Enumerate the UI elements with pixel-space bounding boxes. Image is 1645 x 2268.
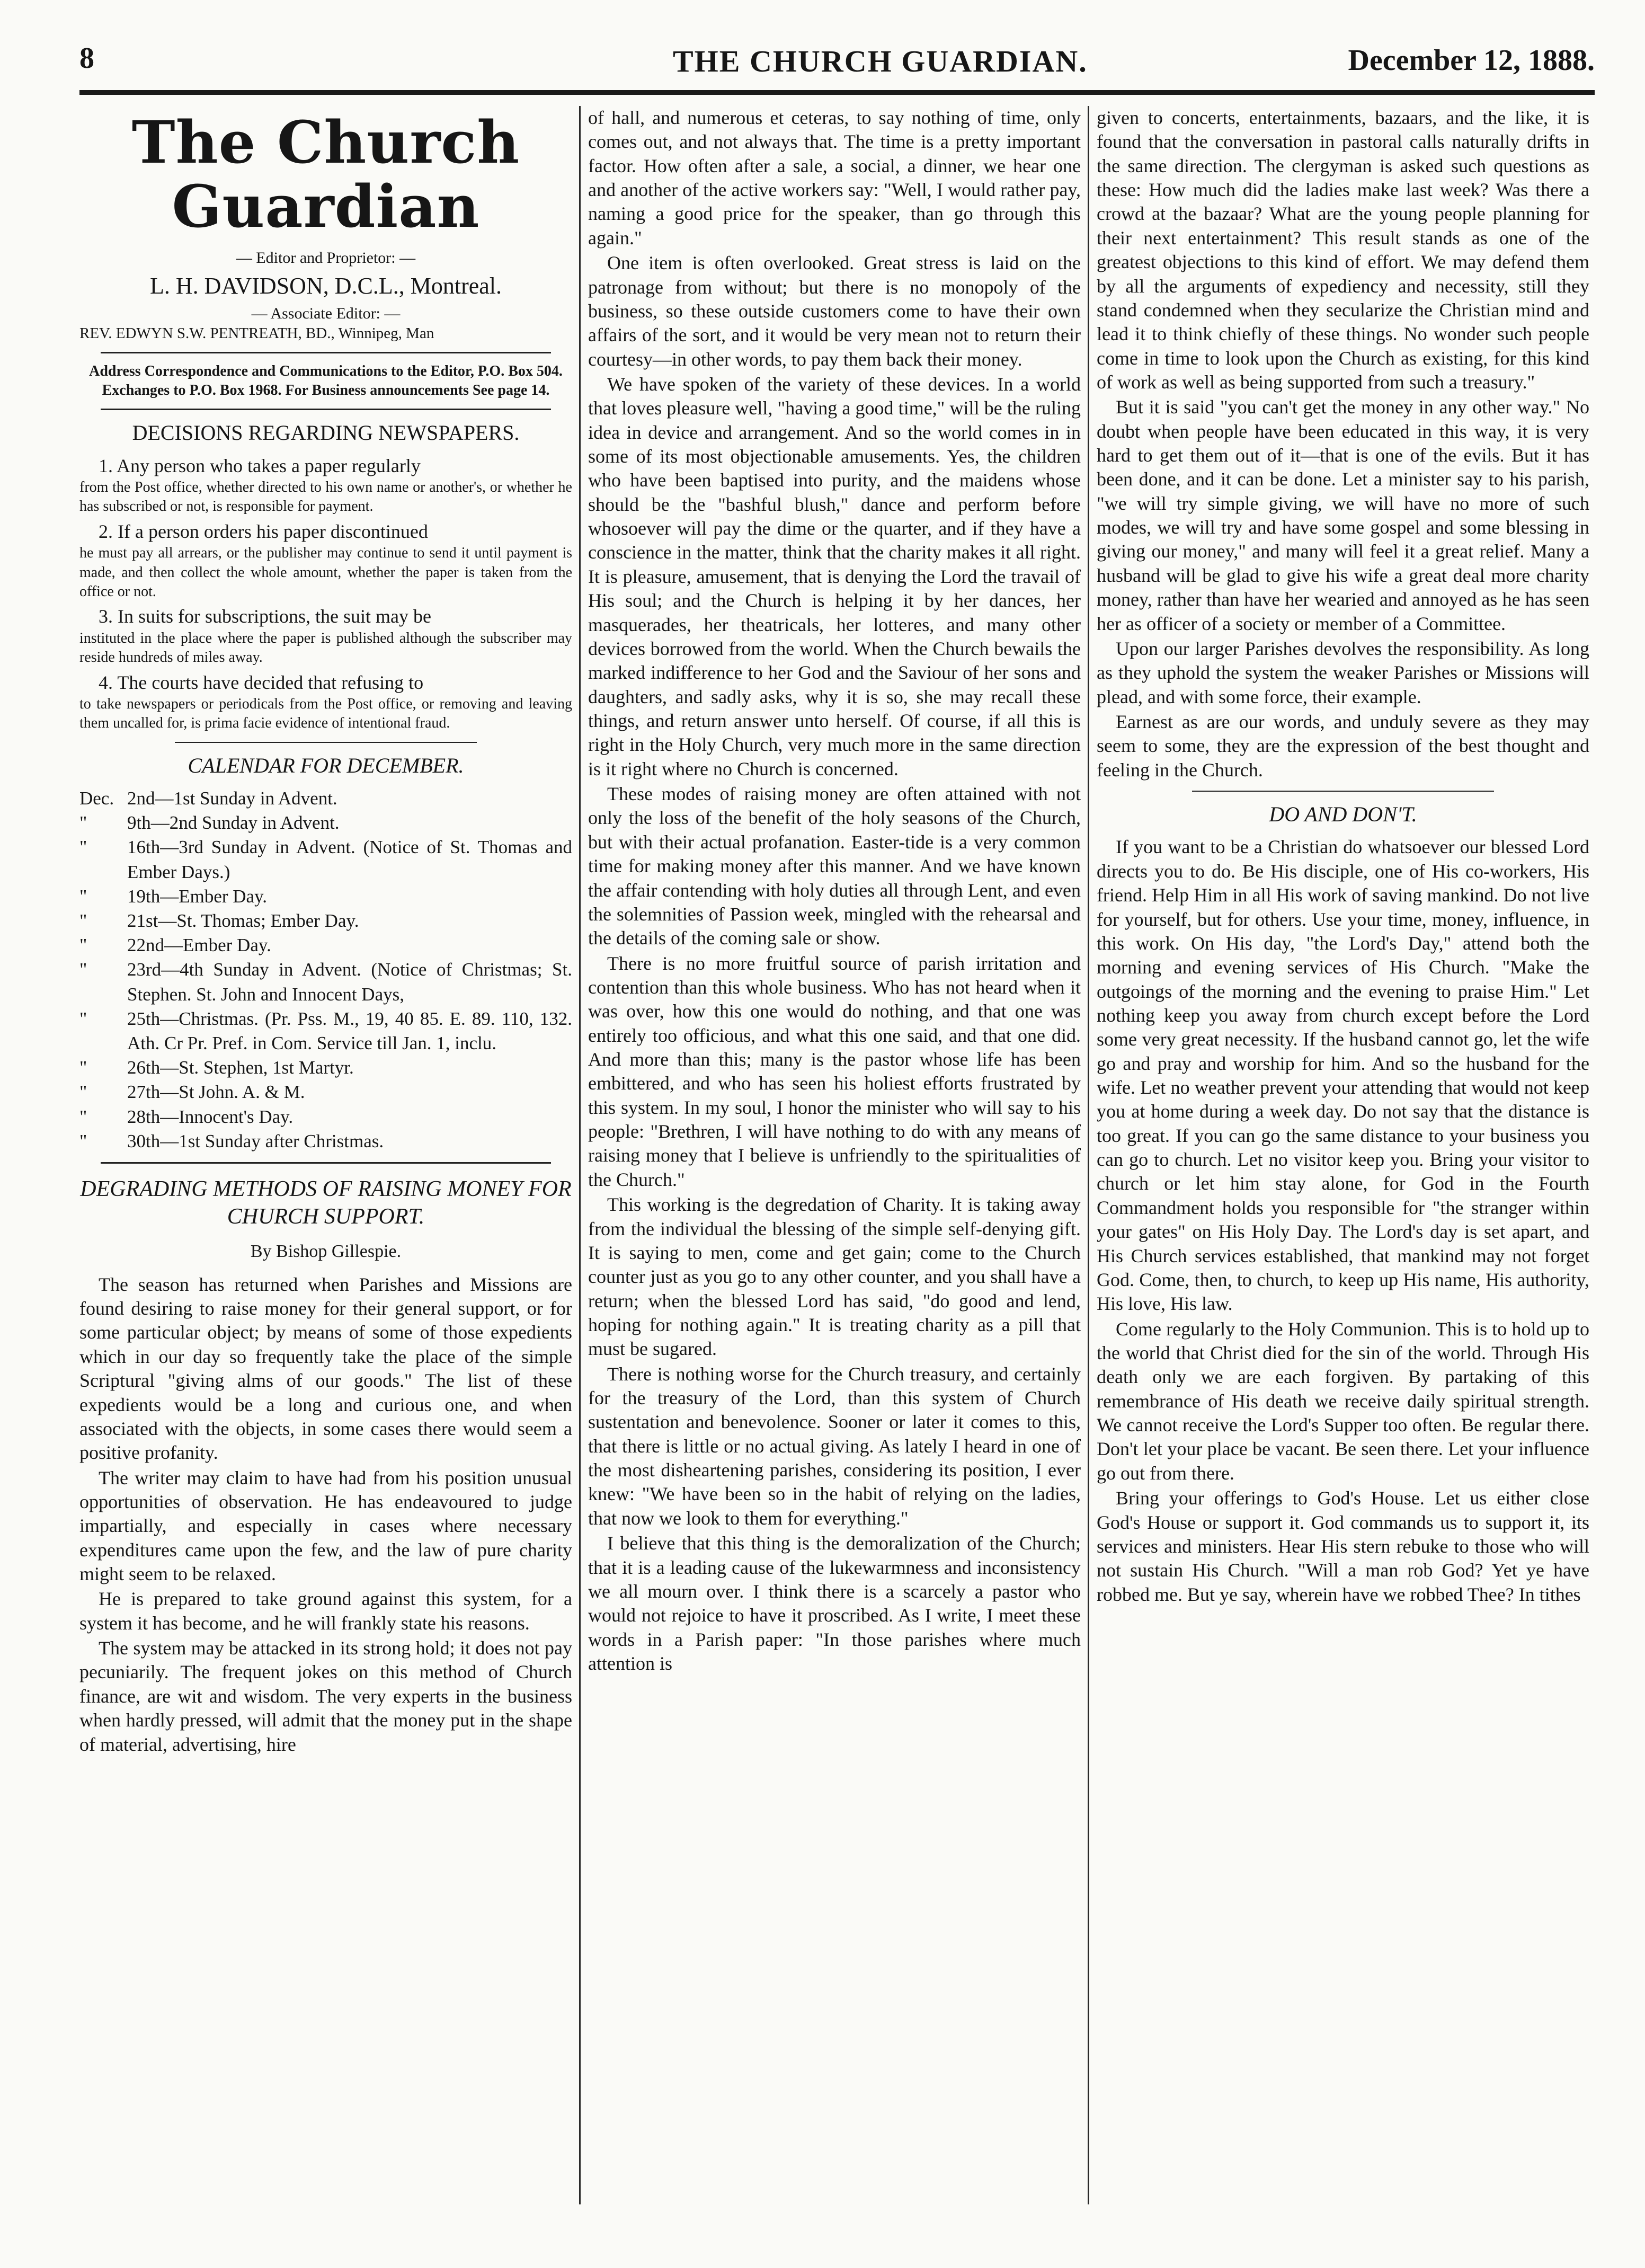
calendar-row-text: 30th—1st Sunday after Christmas. xyxy=(127,1130,384,1151)
calendar-row xyxy=(79,835,572,884)
page-header xyxy=(79,41,1595,89)
article-paragraph: But it is said "you can't get the money in any other way." No doubt when people have been educated in this way, it is very hard to get them out of it—that is one of the evils. But it has been done, and it can be done. Let a minister say to his parish, "we will try simple giving, we will have no more of such modes, we will try and have some gospel and some blessing in giving our money," and many will feel it a great relief. Many a husband will be glad to give his wife a great deal more charity money, rather than have her wearied and annoyed as he has seen her as officer of a society or member of a Committee. xyxy=(1097,396,1589,634)
editor-label: — Editor and Proprietor: — xyxy=(236,249,416,267)
calendar-row-label: " xyxy=(79,812,87,834)
decision-note: from the Post office, whether directed to his own name or another's, or whether he has subscribed or not, is responsible for payment. xyxy=(79,479,572,515)
running-title: THE CHURCH GUARDIAN. xyxy=(673,44,1088,78)
calendar-row-text: 27th—St John. A. & M. xyxy=(127,1082,305,1103)
article-paragraph: These modes of raising money are often attained with not only the loss of the benefit of the holy seasons of the Church, but with their actual profanation. Easter-tide is a very common time for making money after this manner. And we have known the affair contending with holy duties all through Lent, and even the solemnities of Passion week, mingled with the rehearsal and the details of the coming sale or show. xyxy=(588,783,1081,949)
page-number: 8 xyxy=(79,42,94,75)
do-and-dont-paragraph: Come regularly to the Holy Communion. This is to hold up to the world that Christ died for the sin of the world. Through His death only we are each forgiven. By partaking of this remembrance of His death we receive daily spiritual strength. We cannot receive the Lord's Supper too often. Be regular there. Don't let your place be vacant. Be seen there. Let your influence go out from there. xyxy=(1097,1318,1589,1484)
article-byline: By Bishop Gillespie. xyxy=(250,1241,402,1261)
divider xyxy=(101,352,551,353)
column-2 xyxy=(588,106,1081,2204)
calendar-row xyxy=(79,884,572,909)
article-paragraph: There is nothing worse for the Church treasury, and certainly for the treasury of the Lord, than this system of Church sustentation and benevolence. Sooner or later it comes to this, that there is little or no actual giving. As lately I heard in one of the most disheartening parishes, considering its position, I ever knew: "We have been so in the habit of relying on the ladies, that now we look to them for everything." xyxy=(588,1363,1081,1529)
decisions-list xyxy=(79,454,572,733)
calendar-row xyxy=(79,958,572,1006)
associate-label: — Associate Editor: — xyxy=(251,305,401,323)
article-paragraph: There is no more fruitful source of parish irritation and contention than this whole business. Who has not heard when it was over, how this one would do nothing, and that one was entirely too officious, and what this one said, and that one did. And more than this; many is the pastor whose life has been embittered, and who has seen his holiest efforts frustrated by this system. In my soul, I honor the minister who will say to his people: "Brethren, I will have nothing to do with any means of raising money that I believe is unfriendly to the spiritualities of the Church." xyxy=(588,952,1081,1190)
article-paragraph: given to concerts, entertainments, bazaars, and the like, it is found that the conversation in pastoral calls naturally drifts in the same direction. The clergyman is asked such questions as these: How much did the ladies make last week? Was there a crowd at the bazaar? What are the young people planning for their next entertainment? This result stands as one of the greatest objections to this kind of effort. We may defend them by all the arguments of expediency and necessity, still they stand condemned when they secularize the Christian mind and lead it to think chiefly of these things. No wonder such people come in time to look upon the Church as existing, for this kind of work as well as being supported from such a treasury." xyxy=(1097,107,1589,393)
editor-name: L. H. DAVIDSON, D.C.L., Montreal. xyxy=(149,272,502,299)
decisions-heading: DECISIONS REGARDING NEWSPAPERS. xyxy=(132,421,520,445)
calendar-row-text: 21st—St. Thomas; Ember Day. xyxy=(127,910,359,932)
calendar-row xyxy=(79,933,572,958)
calendar-row-text: 23rd—4th Sunday in Advent. (Notice of Christmas; St. Stephen. St. John and Innocent Days, xyxy=(127,959,572,1005)
decision-note: to take newspapers or periodicals from the Post office, or removing and leaving them uncalled for, is prima facie evidence of intentional fraud. xyxy=(79,695,572,732)
calendar-row-text: 25th—Christmas. (Pr. Pss. M., 19, 40 85. E. 89. 110, 132. Ath. Cr Pr. Pref. in Com. Service till Jan. 1, inclu. xyxy=(127,1008,572,1053)
decision-item: 1. Any person who takes a paper regularly xyxy=(99,455,421,476)
calendar-row xyxy=(79,1105,572,1129)
calendar-row-label: " xyxy=(79,1130,87,1151)
calendar-row xyxy=(79,811,572,835)
calendar-row-label: " xyxy=(79,935,87,956)
calendar-row-label: " xyxy=(79,1082,87,1103)
calendar-row xyxy=(79,786,572,811)
calendar-row-text: 28th—Innocent's Day. xyxy=(127,1106,294,1127)
calendar-row-text: 19th—Ember Day. xyxy=(127,885,268,907)
column-1 xyxy=(79,106,572,2204)
divider xyxy=(101,1162,551,1164)
calendar-row-text: 2nd—1st Sunday in Advent. xyxy=(127,788,337,809)
calendar-row-label: " xyxy=(79,959,87,980)
article-paragraph: We have spoken of the variety of these devices. In a world that loves pleasure well, "having a good time," will be the ruling idea in device and arrangement. And so the world comes in in some of its most objectionable amusements. Yes, the children who have been baptised into purity, and the maidens whose should be the "bashful blush," dance and perform before whosoever will pay the dime or the quarter, and if they have a conscience in the matter, think that the charity makes it all right. It is pleasure, amusement, that is denying the Lord the travail of His soul; and the Church is helping it by her dances, her masquerades, her theatricals, her lotteres, and many other devices borrowed from the world. When the Church bewails the marked indifference to her God and the Saviour of her sons and daughters, and sadly asks, why it is so, she may recall these things, and return answer unto herself. Of course, if all this is right in the Holy Church, very much more in the same direction is it right where no Church is concerned. xyxy=(588,373,1081,779)
calendar-row-label: " xyxy=(79,1008,87,1029)
article-paragraph: This working is the degredation of Charity. It is taking away from the individual the blessing of the simple self-denying gift. It is saying to men, come and get gain; come to the Church counter just as you go to any other counter, and you shall have a return; when the blessed Lord has said, "do good and lend, hoping for nothing again." It is treating charity as a pill that must be sugared. xyxy=(588,1194,1081,1360)
column-divider xyxy=(579,106,581,2204)
article-paragraph: Earnest as are our words, and unduly severe as they may seem to some, they are the expression of the best thought and feeling in the Church. xyxy=(1097,711,1589,781)
do-and-dont-heading: DO AND DON'T. xyxy=(1269,802,1417,827)
decision-note: instituted in the place where the paper is published although the subscriber may reside hundreds of miles away. xyxy=(79,630,572,666)
column-divider xyxy=(1088,106,1089,2204)
calendar-row xyxy=(79,909,572,933)
article-paragraph: Upon our larger Parishes devolves the responsibility. As long as they uphold the system the weaker Parishes or Missions will plead, and with some force, their example. xyxy=(1097,637,1589,707)
decision-item: 2. If a person orders his paper discontinued xyxy=(99,520,428,542)
calendar-row xyxy=(79,1080,572,1104)
calendar-row-text: 26th—St. Stephen, 1st Martyr. xyxy=(127,1057,354,1078)
header-rule xyxy=(79,90,1595,95)
article-paragraph: The season has returned when Parishes and Missions are found desiring to raise money for their general support, or for some particular object; by means of some of those expedients which in our day so frequently take the place of the simple Scriptural "giving alms of our goods." The list of these expedients would be a long and curious one, and when associated with the objects, in some cases there would seem a positive profanity. xyxy=(79,1273,572,1464)
decision-note: he must pay all arrears, or the publisher may continue to send it until payment is made, and then collect the whole amount, whether the paper is taken from the office or not. xyxy=(79,545,572,600)
calendar-row-label: Dec. xyxy=(79,788,114,809)
article-heading: DEGRADING METHODS OF RAISING MONEY FOR CHURCH SUPPORT. xyxy=(80,1176,572,1229)
do-and-dont-paragraph: If you want to be a Christian do whatsoever our blessed Lord directs you to do. Be His disciple, one of His co-workers, His friend. Help Him in all His work of saving mankind. Do not live for yourself, but for others. Use your time, money, influence, in this work. On His day, "the Lord's Day," attend both the morning and evening services of His Church. "Make the outgoings of the morning and the evening to praise Him." Let nothing keep you away from church except before the Lord some very great necessity. If the husband cannot go, let the wife go and pray and worship for him. And so the husband for the wife. Let no weather prevent your attending that would not keep you at home during a week day. Do not say that the distance is too great. If you can go the same distance to your business you can go to church. Let no visitor keep you. Bring your visitor to church or let him stay alone, for God in the Fourth Commandment holds you responsible for "the stranger within your gates" on His Holy Day. The Lord's day is set apart, and His Church services established, that mankind may not forget God. Come, then, to church, to keep up His name, His authority, His love, His law. xyxy=(1097,836,1589,1315)
article-paragraph: One item is often overlooked. Great stress is laid on the patronage from without; but there is no monopoly of the business, so these outside customers come to have their own affairs of the sort, and it would be very mean not to return their courtesy—in other words, to pay them back their money. xyxy=(588,252,1081,370)
calendar-heading: CALENDAR FOR DECEMBER. xyxy=(188,753,464,777)
calendar-row-label: " xyxy=(79,910,87,932)
calendar-row xyxy=(79,1007,572,1056)
calendar-row-text: 16th—3rd Sunday in Advent. (Notice of St. Thomas and Ember Days.) xyxy=(127,837,572,882)
calendar-row-text: 9th—2nd Sunday in Advent. xyxy=(127,812,340,834)
address-notice: Address Correspondence and Communications to the Editor, P.O. Box 504. Exchanges to P.O. Box 1968. For Business announcements See page 14. xyxy=(89,362,563,398)
issue-date: December 12, 1888. xyxy=(1348,44,1595,77)
calendar-row-label: " xyxy=(79,837,87,858)
associate-name: REV. EDWYN S.W. PENTREATH, BD., Winnipeg, Man xyxy=(79,325,434,342)
divider xyxy=(101,409,551,410)
decision-item: 3. In suits for subscriptions, the suit may be xyxy=(99,606,431,627)
do-and-dont-paragraph: Bring your offerings to God's House. Let us either close God's House or support it. God commands us to support it, its services and ministers. Hear His stern rebuke to those who will not sustain His Church. "Will a man rob God? Yet ye have robbed me. But ye say, wherein have we robbed Thee? In tithes xyxy=(1097,1487,1589,1605)
article-paragraph: The system may be attacked in its strong hold; it does not pay pecuniarily. The frequent jokes on this method of Church finance, are wit and wisdom. The very experts in the business when hardly pressed, will admit that the money put in the shape of material, advertising, hire xyxy=(79,1637,572,1755)
masthead-logo: The Church Guardian xyxy=(131,108,520,241)
divider xyxy=(175,742,477,743)
column-3 xyxy=(1097,106,1589,2204)
decision-item: 4. The courts have decided that refusing to xyxy=(99,671,424,693)
calendar-row xyxy=(79,1056,572,1080)
calendar-row-text: 22nd—Ember Day. xyxy=(127,935,271,956)
divider xyxy=(1192,791,1494,792)
article-paragraph: The writer may claim to have had from his position unusual opportunities of observation. He has endeavoured to judge impartially, and especially in cases where necessary expenditures came upon the few, and the law of pure charity might seem to be relaxed. xyxy=(79,1467,572,1585)
calendar-row-label: " xyxy=(79,885,87,907)
calendar-row-label: " xyxy=(79,1106,87,1127)
article-paragraph: I believe that this thing is the demoralization of the Church; that it is a leading cause of the lukewarmness and inconsistency we all mourn over. I think there is a scarcely a pastor who would not rejoice to have it proscribed. As I write, I meet these words in a Parish paper: "In those parishes where much attention is xyxy=(588,1532,1081,1674)
calendar-row xyxy=(79,1129,572,1154)
article-paragraph: of hall, and numerous et ceteras, to say nothing of time, only comes out, and not always that. The time is a pretty important factor. How often after a sale, a social, a dinner, we hear one and another of the active workers say: "Well, I would rather pay, naming a good price for the speaker, than go through this again." xyxy=(588,107,1081,249)
calendar-row-label: " xyxy=(79,1057,87,1078)
calendar-list xyxy=(79,786,572,1154)
article-paragraph: He is prepared to take ground against this system, for a system it has become, and he will frankly state his reasons. xyxy=(79,1588,572,1634)
